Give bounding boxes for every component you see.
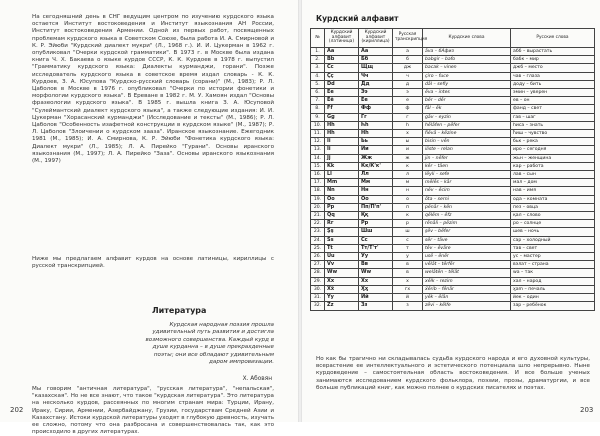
table-cell: е — [393, 97, 423, 105]
table-cell: Гг — [359, 113, 393, 121]
table-cell: fāl – ēk — [423, 105, 511, 113]
table-cell: Дд — [359, 80, 393, 88]
table-cell: нав – имя — [511, 187, 595, 195]
table-cell: һ — [393, 121, 423, 129]
table-cell: м — [393, 179, 423, 187]
table-cell: 16. — [311, 171, 325, 179]
table-cell: к — [393, 212, 423, 220]
table-cell: Ьь — [359, 138, 393, 146]
table-cell: Сс — [359, 236, 393, 244]
table-cell: 29. — [311, 277, 325, 285]
table-row — [311, 105, 595, 113]
table-cell: Ss — [325, 236, 359, 244]
table-cell: х — [393, 130, 423, 138]
table-cell: 25. — [311, 244, 325, 252]
table-cell: Шш — [359, 228, 393, 236]
table-cell: şēv – bēfer — [423, 228, 511, 236]
closing-paragraph: Но как бы трагично ни складывалась судьба курдского народа и его духовной культуры, всерастение ее интеллектуального и эстетического потенциала шло непрерывно. Нынe курдоведение – самостоятельная область востоковедения. И все больше ученых занимаются исследованием курдского фольклора, поэзии, прозы, драматургии, и все больше публикаций книг, как можно полнее о курдских писателях и поэтах. — [316, 356, 590, 391]
table-row — [311, 285, 595, 293]
table-row — [311, 121, 595, 129]
table-cell: к — [393, 162, 423, 170]
table-cell: 23. — [311, 228, 325, 236]
table-cell: гх — [393, 285, 423, 293]
table-cell: welātēn – tēlāt — [423, 269, 511, 277]
table-cell: ēva – ĭntes — [423, 89, 511, 97]
table-cell: Уу — [359, 253, 393, 261]
table-cell: зар – ребёнок — [511, 302, 595, 310]
table-cell: Вв — [359, 261, 393, 269]
table-cell: Пп/П'п' — [359, 203, 393, 211]
table-cell: 14. — [311, 154, 325, 162]
table-cell: 13. — [311, 146, 325, 154]
table-cell: Ḧḧ — [359, 130, 393, 138]
table-row — [311, 162, 595, 170]
table-cell: Yy — [325, 294, 359, 302]
table-cell: э — [393, 89, 423, 97]
table-cell: kēr – tāen — [423, 162, 511, 170]
table-cell: Mm — [325, 179, 359, 187]
table-cell: Нн — [359, 187, 393, 195]
table-cell: Ээ — [359, 89, 393, 97]
table-cell: эмин – уверен — [511, 89, 595, 97]
table-cell: Щщ — [359, 64, 393, 72]
header-latin: Курдский алфавит (латиница) — [325, 29, 359, 48]
table-row — [311, 253, 595, 261]
table-cell: Tt — [325, 244, 359, 252]
table-cell: 28. — [311, 269, 325, 277]
table-cell: yēk – ēlān — [423, 294, 511, 302]
table-cell: Nn — [325, 187, 359, 195]
table-cell: 4. — [311, 72, 325, 80]
table-cell: Cc — [325, 64, 359, 72]
table-cell: wa – так — [511, 269, 595, 277]
table-cell: н — [393, 187, 423, 195]
header-russian-transcription: Русская транскрипция — [393, 29, 423, 48]
table-cell: Ẍẍ — [325, 285, 359, 293]
table-cell: й — [393, 294, 423, 302]
table-cell: 9. — [311, 113, 325, 121]
table-cell: iliste – relan — [423, 146, 511, 154]
table-cell: фанд – свет — [511, 105, 595, 113]
table-cell: 2. — [311, 56, 325, 64]
table-cell: вэлат – страна — [511, 261, 595, 269]
table-cell: 19. — [311, 195, 325, 203]
table-cell: Зз — [359, 302, 393, 310]
alphabet-table — [310, 28, 595, 311]
table-cell: bacak – vinen — [423, 64, 511, 72]
table-cell: 27. — [311, 261, 325, 269]
table-cell: ḧēvā – kēzine — [423, 130, 511, 138]
table-cell: Ққ — [359, 212, 393, 220]
literature-heading: Литература — [152, 306, 207, 315]
table-cell: Һһ — [359, 121, 393, 129]
table-row — [311, 294, 595, 302]
table-cell: у — [393, 253, 423, 261]
table-cell: и — [393, 146, 423, 154]
table-cell: ш — [393, 228, 423, 236]
table-cell: йек – один — [511, 294, 595, 302]
table-cell: з — [393, 302, 423, 310]
table-cell: сар – холодный — [511, 236, 595, 244]
table-cell: Тт/Т'т' — [359, 244, 393, 252]
table-row — [311, 212, 595, 220]
table-cell: ẍērib – fēnār — [423, 285, 511, 293]
table-cell: х — [393, 277, 423, 285]
table-cell: 15. — [311, 162, 325, 170]
alphabet-note: Ниже мы предлагаем алфавит курдов на основе латиницы, кириллицы с русской транскрипцией. — [32, 256, 274, 270]
header-number: № — [311, 29, 325, 48]
table-cell: 32. — [311, 302, 325, 310]
table-cell: nēv – ēcim — [423, 187, 511, 195]
table-row — [311, 269, 595, 277]
table-row — [311, 72, 595, 80]
table-cell: Лл — [359, 171, 393, 179]
table-cell: Мм — [359, 179, 393, 187]
table-row — [311, 228, 595, 236]
table-row — [311, 89, 595, 97]
table-cell: дж — [393, 64, 423, 72]
table-cell: sēr – tāve — [423, 236, 511, 244]
intro-paragraph: На сегодняшний день в СНГ ведущим центром по изучению курдского языка остается Институт востоковедения и Институт языкознания АН России, Институт востоковедения Армении. Одной из первых работ, посвященных проблемам курдского языка в Советском Союзе, была работа И. А. Смирновой и К. Р. Эйюби "Курдский диалект мукри" (Л., 1968 г.). И. И. Цукерман в 1962 г. опубликовал "Очерки курдской грамматики". В 1973 г. в Москве была издана книга Ч. Х. Бакаева о языке курдов СССР, К. К. Курдоев в 1978 г. выпустил "Грамматику курдского языка: Диалекты курманджи, горани". Позже исследователь курдского языка в советское время издал словарь - К. К. Курдоев, З. А. Юсупова "Курдско-русский словарь (сорани)" (М., 1983); Р. Л. Цаболов в Москве в 1976 г. опубликовал "Очерки по истории фонетики и морфологии курдского языка". В Ереване в 1982 г. М. У. Хамоян издал "Основы фразеологии курдского языка". В 1985 г. вышла книга З. А. Юсуповой "Сулеймантский диалект курдского языка", а также следующие издания: И. И. Цукерман "Хорасанский курманджи" (Исследование и тексты" (М., 1986); Р. Л. Цаболов "Особенность изафетной конструкции в курдском языке" (М., 1987); Р. Л. Цаболов "Злоичении о курдском зааза". Иранское языкознание. Ежегодник 1981 (М., 1985); И. А. Смирнова, К. Р. Эйюби "Фонетика курдского языка: Диалект мукри" (Л., 1985); Л. А. Пирейко "Гурани". Основы иранского языкознания (М., 1997); Л. А. Пирейко "Заза". Основы иранского языкознания (М., 1997) — [32, 14, 274, 165]
table-cell: Оо — [359, 195, 393, 203]
table-cell: xēlk – rezim — [423, 277, 511, 285]
epigraph: Курдская народная поэзия прошла удивительный путь развития и достигла возможного совершенства. Каждый курд в душе курданна – в душе прекрахденные поэты; они все обладают удивительным даром импровизации. — [145, 322, 274, 366]
table-cell: Şş — [325, 228, 359, 236]
header-kurdish-words: Курдские слова — [423, 29, 511, 48]
table-cell: mēlēs – kār — [423, 179, 511, 187]
table-cell: л — [393, 171, 423, 179]
table-cell: bisin – vēn — [423, 138, 511, 146]
table-cell: Ии — [359, 146, 393, 154]
table-cell: 3. — [311, 64, 325, 72]
table-cell: 12. — [311, 138, 325, 146]
table-cell: ӽam – печаль — [511, 285, 595, 293]
table-cell: б — [393, 56, 423, 64]
table-cell: Ӽӽ — [359, 285, 393, 293]
table-cell: Ww — [325, 269, 359, 277]
table-cell: иро – сегодня — [511, 146, 595, 154]
table-cell: т — [393, 244, 423, 252]
table-cell: тав – свет — [511, 244, 595, 252]
table-cell: rēnāli – pēzim — [423, 220, 511, 228]
table-cell: ф — [393, 105, 423, 113]
table-cell: ж — [393, 154, 423, 162]
table-row — [311, 154, 595, 162]
table-cell: dāl – sefiy — [423, 80, 511, 88]
table-cell: с — [393, 236, 423, 244]
table-cell: Bb — [325, 56, 359, 64]
table-cell: бабк – мир — [511, 56, 595, 64]
table-row — [311, 220, 595, 228]
table-cell: д — [393, 80, 423, 88]
table-cell: бьк – река — [511, 138, 595, 146]
table-cell: Ԝԝ — [359, 269, 393, 277]
table-cell: 21. — [311, 212, 325, 220]
table-cell: gāv – eyzin — [423, 113, 511, 121]
table-cell: Ff — [325, 105, 359, 113]
table-cell: 8. — [311, 105, 325, 113]
table-cell: Ll — [325, 171, 359, 179]
table-row — [311, 179, 595, 187]
table-header-row — [311, 29, 595, 48]
table-row — [311, 195, 595, 203]
table-row — [311, 48, 595, 56]
table-cell: Бб — [359, 56, 393, 64]
table-row — [311, 236, 595, 244]
table-cell: шев – ночь — [511, 228, 595, 236]
table-cell: қал – слово — [511, 212, 595, 220]
table-cell: Аа — [359, 48, 393, 56]
table-row — [311, 130, 595, 138]
table-cell: Dd — [325, 80, 359, 88]
table-cell: āva – бAфиз — [423, 48, 511, 56]
table-cell: Рр — [359, 220, 393, 228]
table-cell: hēlāfen – pēfer — [423, 121, 511, 129]
table-cell: Чч — [359, 72, 393, 80]
table-cell: доду – бить — [511, 80, 595, 88]
table-row — [311, 261, 595, 269]
alphabet-table-body — [311, 48, 595, 311]
header-russian-words: Русские слова — [511, 29, 595, 48]
table-cell: Gg — [325, 113, 359, 121]
table-cell: 17. — [311, 179, 325, 187]
table-cell: Hh — [325, 121, 359, 129]
table-cell: 26. — [311, 253, 325, 261]
table-cell: vēlāt – tērfēr — [423, 261, 511, 269]
table-row — [311, 97, 595, 105]
table-cell: р — [393, 220, 423, 228]
table-cell: Rr — [325, 220, 359, 228]
table-cell: Pp — [325, 203, 359, 211]
table-cell: пез – овца — [511, 203, 595, 211]
table-cell: Xx — [325, 277, 359, 285]
table-cell: джб – место — [511, 64, 595, 72]
table-cell: в — [393, 261, 423, 269]
table-cell: Хх — [359, 277, 393, 285]
epigraph-author: Х. Абовян — [242, 376, 272, 382]
table-cell: ев – он — [511, 97, 595, 105]
table-cell: лав – сын — [511, 171, 595, 179]
table-cell: ōta – serni — [423, 195, 511, 203]
table-row — [311, 64, 595, 72]
table-cell: 30. — [311, 285, 325, 293]
table-cell: о — [393, 195, 423, 203]
table-cell: Ee — [325, 89, 359, 97]
table-cell: 20. — [311, 203, 325, 211]
table-cell: 31. — [311, 294, 325, 302]
table-cell: Oo — [325, 195, 359, 203]
table-cell: 11. — [311, 130, 325, 138]
table-cell: гав – шаг — [511, 113, 595, 121]
table-cell: хал – народ — [511, 277, 595, 285]
table-cell: Çç — [325, 72, 359, 80]
page-number-right: 203 — [580, 406, 594, 414]
table-cell: кар – работа — [511, 162, 595, 170]
table-cell: 10. — [311, 121, 325, 129]
table-cell: çiro – fuce — [423, 72, 511, 80]
table-row — [311, 203, 595, 211]
table-cell: aбб – вырастать — [511, 48, 595, 56]
table-cell: İi — [325, 146, 359, 154]
table-cell: lēyli – sefe — [423, 171, 511, 179]
table-row — [311, 56, 595, 64]
table-cell: Jj — [325, 154, 359, 162]
table-cell: 18. — [311, 187, 325, 195]
table-cell: ы — [393, 138, 423, 146]
table-cell: ро – солнце — [511, 220, 595, 228]
table-cell: 7. — [311, 97, 325, 105]
alphabet-table-title: Курдский алфавит — [316, 14, 399, 23]
table-cell: Ḧḧ — [325, 130, 359, 138]
table-cell: мал – дом — [511, 179, 595, 187]
table-cell: jin – nēfer — [423, 154, 511, 162]
table-cell: Aa — [325, 48, 359, 56]
table-cell: жьн – женщина — [511, 154, 595, 162]
table-cell: Kk — [325, 162, 359, 170]
table-cell: babgir – bafo — [423, 56, 511, 64]
table-cell: pēnār – kēn — [423, 203, 511, 211]
table-cell: 1. — [311, 48, 325, 56]
table-cell: в — [393, 269, 423, 277]
table-cell: а — [393, 48, 423, 56]
table-cell: 24. — [311, 236, 325, 244]
table-cell: чав – глаза — [511, 72, 595, 80]
table-row — [311, 187, 595, 195]
table-row — [311, 171, 595, 179]
page-number-left: 202 — [10, 406, 24, 414]
table-cell: zēvi – kēlfe — [423, 302, 511, 310]
table-cell: п — [393, 203, 423, 211]
table-cell: 5. — [311, 80, 325, 88]
table-cell: Zz — [325, 302, 359, 310]
table-row — [311, 113, 595, 121]
table-cell: Uu — [325, 253, 359, 261]
header-cyrillic: Курдский алфавит (кириллица) — [359, 29, 393, 48]
table-cell: qēlēm – ēfz — [423, 212, 511, 220]
right-page — [300, 0, 600, 422]
table-cell: Ii — [325, 138, 359, 146]
table-row — [311, 302, 595, 310]
table-cell: Кк/К'к' — [359, 162, 393, 170]
table-cell: ода – комната — [511, 195, 595, 203]
table-row — [311, 277, 595, 285]
table-cell: Фф — [359, 105, 393, 113]
table-row — [311, 244, 595, 252]
table-row — [311, 138, 595, 146]
table-cell: 6. — [311, 89, 325, 97]
table-cell: Êê — [325, 97, 359, 105]
table-cell: Жж — [359, 154, 393, 162]
table-cell: Йй — [359, 294, 393, 302]
table-cell: Qq — [325, 212, 359, 220]
table-cell: tēv – ēvāre — [423, 244, 511, 252]
table-cell: һиса – знать — [511, 121, 595, 129]
table-row — [311, 80, 595, 88]
table-cell: ḧиш – чувство — [511, 130, 595, 138]
table-cell: Vv — [325, 261, 359, 269]
table-cell: usē – ēnēr — [423, 253, 511, 261]
table-cell: 22. — [311, 220, 325, 228]
table-cell: ч — [393, 72, 423, 80]
table-cell: bēr – dēr — [423, 97, 511, 105]
table-row — [311, 146, 595, 154]
table-cell: г — [393, 113, 423, 121]
table-cell: Ее — [359, 97, 393, 105]
table-cell: ус – мастер — [511, 253, 595, 261]
literature-paragraph: Мы говорим "античная литература", "русская литература", "непальская", "казахская". Но не все знают, что такое "курдская литература". Это литература на несколько курдов, рассеянных по многим странам мира: Турции, Ирану, Ираку, Сирии, Армении, Азербайджану, Грузии, государствам Средней Азии и Казахстану. Истоки курдской литературы уходят в глубокую древность, изучать ее сложно, потому что она разбросана и совершенствовалась так, как это происходило в других литературах. — [32, 386, 274, 436]
